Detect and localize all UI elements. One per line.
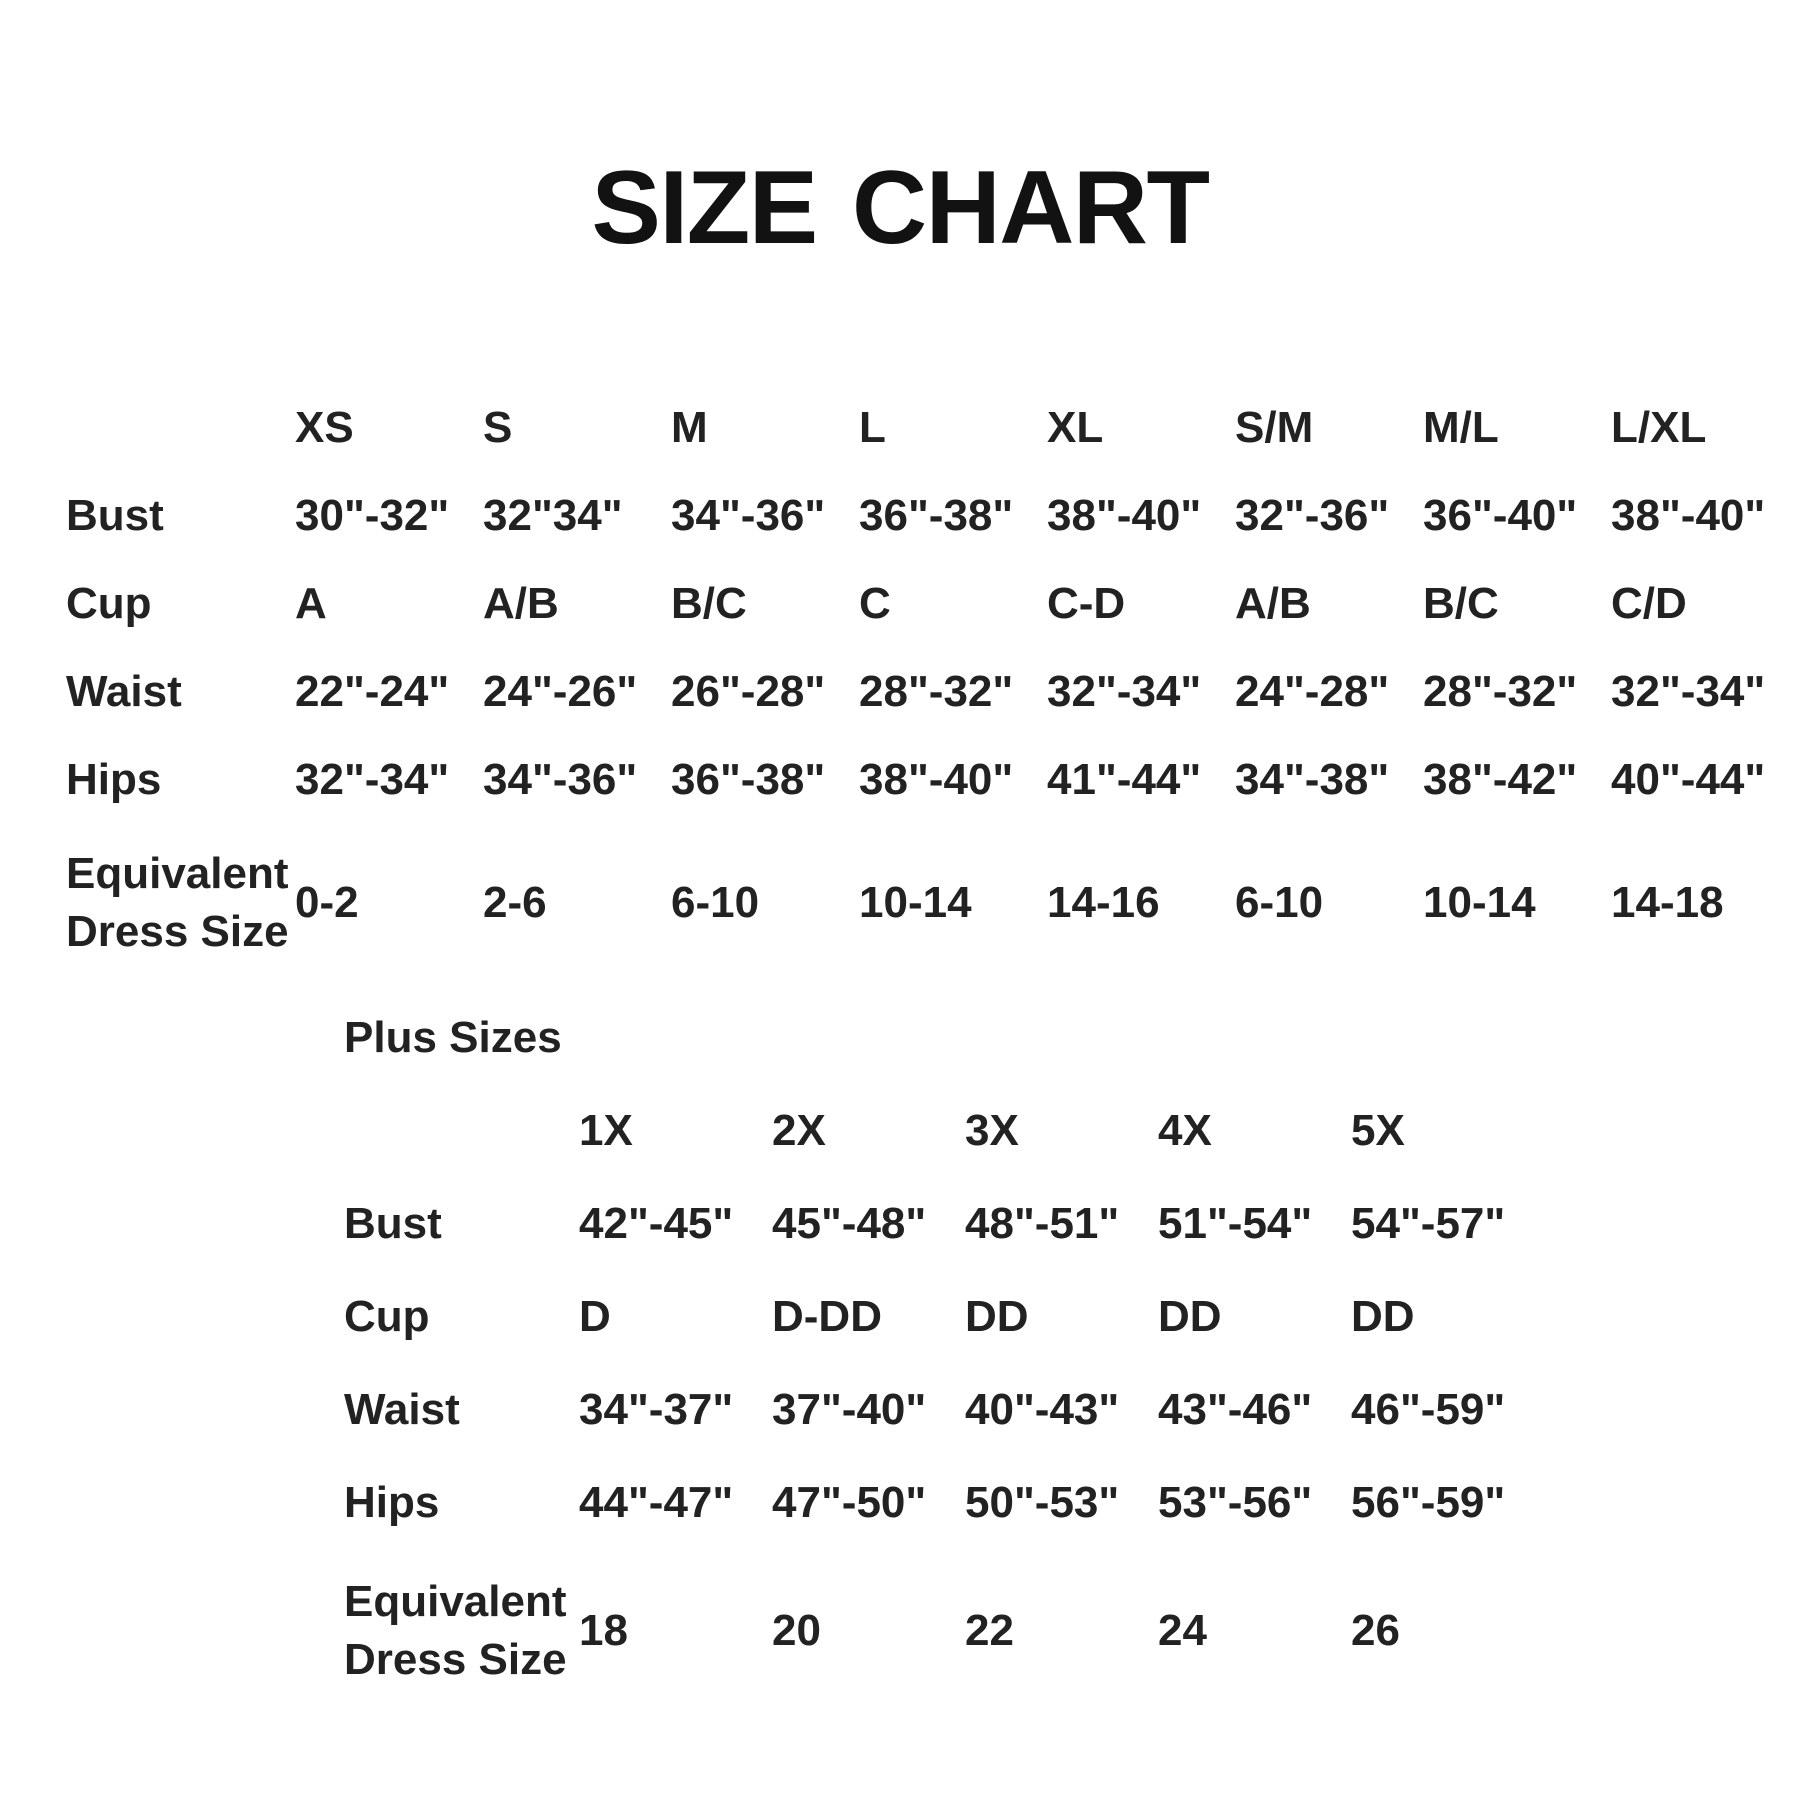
size-cell: 28"-32" [1423,667,1578,716]
size-cell: 36"-40" [1423,491,1578,540]
row-label: Bust [344,1199,442,1248]
size-cell: 10-14 [1423,878,1536,927]
size-cell: 22 [965,1606,1014,1655]
header-spacer [344,1108,579,1154]
size-cell: D [579,1292,611,1341]
equivalent-dress-size-row [66,845,1799,961]
size-cell: 54"-57" [1351,1199,1506,1248]
size-cell: 37"-40" [772,1385,927,1434]
row-label [344,1573,579,1689]
size-cell: DD [965,1292,1029,1341]
size-column-header: L/XL [1611,403,1707,452]
size-cell: 10-14 [859,878,972,927]
size-cell: C/D [1611,579,1687,628]
size-cell: 32"-34" [295,755,450,804]
size-cell: A [295,579,327,628]
hips-row [66,757,1799,803]
size-cell: 20 [772,1606,821,1655]
size-cell: DD [1158,1292,1222,1341]
size-cell: 32"-34" [1611,667,1766,716]
size-cell: C-D [1047,579,1126,628]
size-cell: 22"-24" [295,667,450,716]
size-cell: 40"-43" [965,1385,1120,1434]
equivalent-dress-size-row [344,1573,1544,1689]
row-label: Cup [344,1292,430,1341]
size-column-header: S/M [1235,403,1314,452]
size-cell: 50"-53" [965,1478,1120,1527]
size-cell: 6-10 [671,878,760,927]
size-cell: 2-6 [483,878,547,927]
size-column-header: S [483,403,513,452]
size-cell: 24 [1158,1606,1207,1655]
size-cell: 18 [579,1606,628,1655]
size-cell: 44"-47" [579,1478,734,1527]
size-cell: DD [1351,1292,1415,1341]
size-cell: 26 [1351,1606,1400,1655]
size-cell: 38"-42" [1423,755,1578,804]
plus-header-row [344,1108,1544,1154]
size-column-header: 2X [772,1106,826,1155]
size-cell: 32"-34" [1047,667,1202,716]
row-label: Waist [66,667,182,716]
size-cell: B/C [1423,579,1499,628]
size-cell: 14-16 [1047,878,1160,927]
size-cell: 34"-38" [1235,755,1390,804]
size-column-header: M/L [1423,403,1499,452]
header-spacer [66,405,295,451]
row-label [66,845,295,961]
cup-row [344,1294,1544,1340]
size-column-header: 3X [965,1106,1019,1155]
hips-row [344,1480,1544,1526]
size-column-header: 5X [1351,1106,1405,1155]
plus-sizes-label: Plus Sizes [344,1013,562,1062]
size-cell: A/B [1235,579,1311,628]
page-title: SIZE CHART [591,150,1209,266]
size-cell: 36"-38" [859,491,1014,540]
cup-row [66,581,1799,627]
size-cell: 34"-36" [483,755,638,804]
row-label-line1: Equivalent [66,849,289,898]
size-cell: 40"-44" [1611,755,1766,804]
size-cell: 14-18 [1611,878,1724,927]
standard-size-table [66,405,1799,961]
size-cell: 48"-51" [965,1199,1120,1248]
size-cell: 43"-46" [1158,1385,1313,1434]
size-cell: 32"-36" [1235,491,1390,540]
row-label: Hips [344,1478,440,1527]
size-cell: 24"-26" [483,667,638,716]
row-label: Bust [66,491,164,540]
size-column-header: XS [295,403,354,452]
row-label-line2: Dress Size [66,907,289,956]
size-cell: 42"-45" [579,1199,734,1248]
size-cell: B/C [671,579,747,628]
size-cell: 26"-28" [671,667,826,716]
row-label-line1: Equivalent [344,1577,567,1626]
row-label: Cup [66,579,152,628]
plus-size-table [344,1015,1544,1689]
row-label-line2: Dress Size [344,1635,567,1684]
size-cell: C [859,579,891,628]
waist-row [344,1387,1544,1433]
waist-row [66,669,1799,715]
size-column-header: L [859,403,886,452]
size-cell: 38"-40" [1611,491,1766,540]
size-cell: 6-10 [1235,878,1324,927]
row-label: Waist [344,1385,460,1434]
size-cell: 46"-59" [1351,1385,1506,1434]
size-cell: 24"-28" [1235,667,1390,716]
size-cell: 28"-32" [859,667,1014,716]
size-cell: 38"-40" [1047,491,1202,540]
size-cell: 30"-32" [295,491,450,540]
size-column-header: 4X [1158,1106,1212,1155]
size-cell: 34"-36" [671,491,826,540]
size-cell: 56"-59" [1351,1478,1506,1527]
size-cell: D-DD [772,1292,882,1341]
standard-header-row [66,405,1799,451]
size-cell: 36"-38" [671,755,826,804]
size-column-header: M [671,403,708,452]
size-cell: 34"-37" [579,1385,734,1434]
size-cell: 41"-44" [1047,755,1202,804]
size-cell: 51"-54" [1158,1199,1313,1248]
size-column-header: 1X [579,1106,633,1155]
size-cell: 53"-56" [1158,1478,1313,1527]
bust-row [66,493,1799,539]
size-cell: 45"-48" [772,1199,927,1248]
size-column-header: XL [1047,403,1104,452]
size-cell: 38"-40" [859,755,1014,804]
size-cell: 47"-50" [772,1478,927,1527]
size-cell: 0-2 [295,878,359,927]
size-cell: 32"34" [483,491,623,540]
row-label: Hips [66,755,162,804]
bust-row [344,1201,1544,1247]
size-cell: A/B [483,579,559,628]
